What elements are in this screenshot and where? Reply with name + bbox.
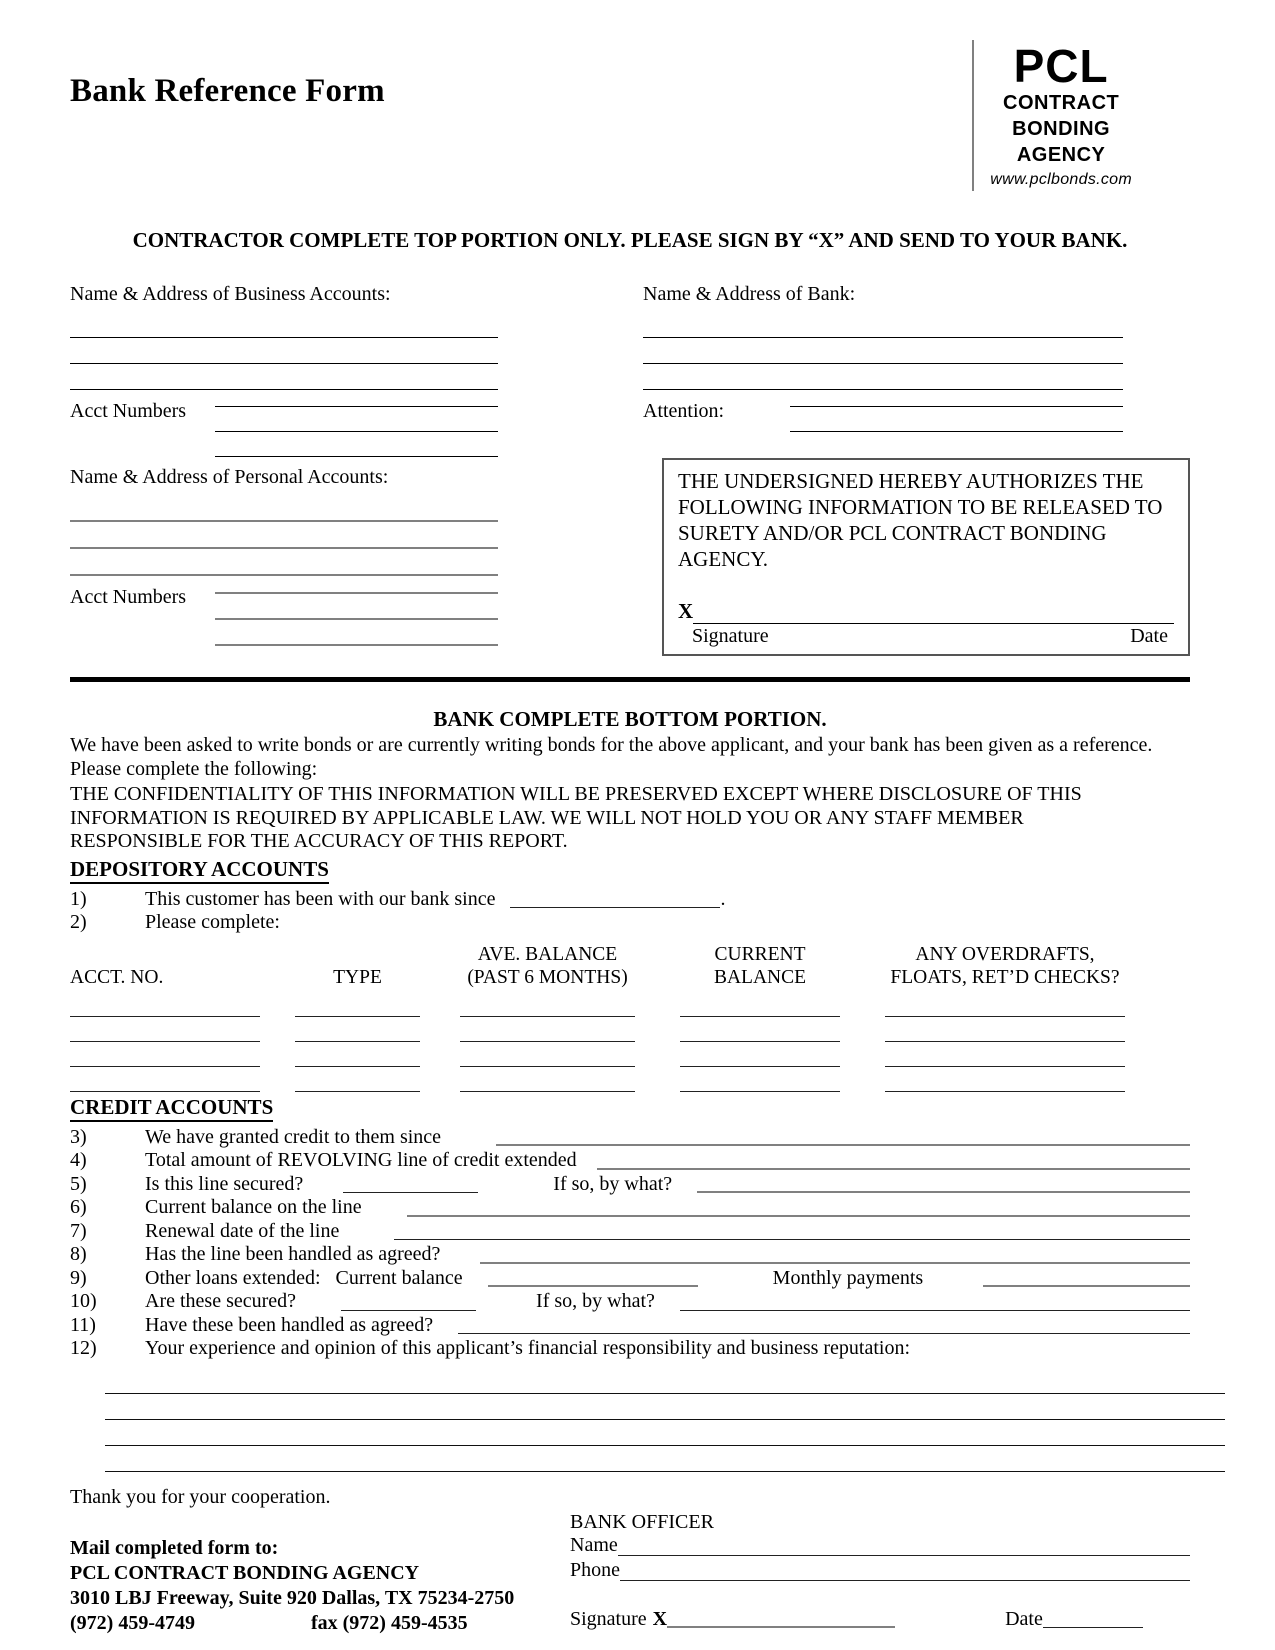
item-text: Current balance on the line	[145, 1196, 362, 1219]
line-secured-line	[343, 1176, 478, 1193]
opinion-blank-line	[105, 1420, 1225, 1446]
depository-accounts-heading: DEPOSITORY ACCOUNTS	[70, 857, 329, 884]
officer-signature-row	[570, 1608, 1190, 1631]
logo-sub-line2: BONDING	[1012, 118, 1111, 141]
pcl-logo	[972, 40, 1132, 191]
business-acct-number-line	[215, 392, 498, 407]
handled-as-agreed-line	[458, 1317, 1190, 1334]
table-blank-line	[680, 1042, 840, 1067]
column-header: BALANCE	[713, 966, 807, 988]
agency-address: 3010 LBJ Freeway, Suite 920 Dallas, TX 75234-2750	[70, 1587, 515, 1610]
item-1	[70, 888, 1190, 912]
table-blank-line	[460, 989, 635, 1017]
table-blank-line	[295, 989, 420, 1017]
business-address-line	[70, 306, 498, 338]
logo-sub-line3: AGENCY	[1016, 144, 1106, 167]
opinion-blank-line	[105, 1375, 1225, 1394]
personal-acct-number-line	[215, 620, 498, 646]
item-number: 6)	[70, 1196, 87, 1219]
item-text: Have these been handled as agreed?	[145, 1313, 434, 1336]
column-header: CURRENT	[714, 943, 806, 965]
depository-heading-wrap	[70, 854, 1190, 884]
item-suffix: .	[720, 887, 726, 910]
intro-paragraph: We have been asked to write bonds or are currently writing bonds for the above applicant, and your bank has been given as a reference. Please complete the following:	[70, 734, 1153, 780]
column-acct-no	[70, 939, 260, 1092]
business-accounts-label: Name & Address of Business Accounts:	[70, 283, 391, 306]
other-loans-balance-line	[488, 1269, 698, 1287]
item-8	[70, 1243, 1190, 1267]
contractor-instruction: CONTRACTOR COMPLETE TOP PORTION ONLY. PLEASE SIGN BY “X” AND SEND TO YOUR BANK.	[132, 228, 1128, 253]
personal-acct-number-line	[215, 594, 498, 620]
depository-table	[70, 939, 1190, 1092]
item-text: Are these secured?	[145, 1290, 297, 1313]
renewal-date-line	[394, 1223, 1190, 1240]
item-text: Renewal date of the line	[145, 1219, 340, 1242]
column-ave-balance	[460, 939, 635, 1092]
monthly-payments-line	[983, 1269, 1190, 1287]
item-9	[70, 1267, 1190, 1291]
personal-acct-number-line	[215, 578, 498, 594]
item-text: Other loans extended:	[145, 1266, 321, 1289]
column-header: TYPE	[333, 966, 382, 988]
item-text: Your experience and opinion of this applicant’s financial responsibility and business reputation:	[145, 1337, 911, 1360]
column-type	[295, 939, 420, 1092]
credit-heading-wrap	[70, 1092, 1190, 1122]
attention-line	[790, 407, 1123, 432]
signature-label: Signature	[570, 1607, 647, 1630]
item-number: 12)	[70, 1337, 97, 1360]
table-blank-line	[885, 989, 1125, 1017]
item-text: This customer has been with our bank since	[145, 887, 496, 910]
mailing-info	[70, 1536, 570, 1637]
credit-since-line	[496, 1128, 1190, 1146]
item-number: 7)	[70, 1219, 87, 1242]
table-blank-line	[460, 1067, 635, 1092]
current-balance-line	[407, 1199, 1190, 1217]
logo-website: www.pclbonds.com	[990, 171, 1132, 189]
column-header: (PAST 6 MONTHS)	[467, 966, 628, 988]
date-label: Date	[1005, 1607, 1043, 1630]
item-number: 8)	[70, 1243, 87, 1266]
bank-address-line	[643, 306, 1123, 338]
authorization-signature-row	[678, 599, 1174, 624]
item-mid-text: If so, by what?	[536, 1290, 655, 1313]
item-10	[70, 1290, 1190, 1314]
officer-name-row	[570, 1534, 1190, 1559]
item-number: 11)	[70, 1313, 96, 1336]
table-blank-line	[885, 1017, 1125, 1042]
authorization-box	[662, 458, 1190, 656]
business-address-line	[70, 364, 498, 390]
table-blank-line	[680, 1017, 840, 1042]
footer	[70, 1511, 1190, 1637]
item-5	[70, 1173, 1190, 1197]
agency-phone: (972) 459-4749	[70, 1612, 195, 1635]
item-text: Total amount of REVOLVING line of credit extended	[145, 1149, 577, 1172]
table-blank-line	[460, 1017, 635, 1042]
date-caption: Date	[1130, 625, 1168, 648]
business-acct-numbers-label: Acct Numbers	[70, 400, 187, 423]
page-title: Bank Reference Form	[70, 73, 385, 109]
table-blank-line	[295, 1017, 420, 1042]
item-number: 9)	[70, 1266, 87, 1289]
bank-officer-heading: BANK OFFICER	[570, 1510, 714, 1533]
opinion-blank-line	[105, 1394, 1225, 1420]
signature-x-label: X	[678, 599, 694, 624]
officer-phone-row	[570, 1559, 1190, 1584]
opinion-lines	[105, 1375, 1225, 1472]
attention-label: Attention:	[643, 400, 725, 423]
item-text: We have granted credit to them since	[145, 1125, 442, 1148]
item-number: 5)	[70, 1172, 87, 1195]
table-blank-line	[885, 1067, 1125, 1092]
item-mid-text: Current balance	[335, 1266, 463, 1289]
table-blank-line	[295, 1042, 420, 1067]
section-divider	[70, 677, 1190, 682]
signature-x-label: X	[652, 1607, 668, 1630]
signature-caption: Signature	[692, 625, 769, 648]
table-blank-line	[680, 989, 840, 1017]
table-blank-line	[70, 1067, 260, 1092]
bank-address-line	[643, 338, 1123, 364]
revolving-credit-line	[597, 1152, 1190, 1170]
attention-line	[790, 392, 1123, 407]
bank-portion-heading: BANK COMPLETE BOTTOM PORTION.	[433, 707, 827, 732]
column-header: ANY OVERDRAFTS,	[915, 943, 1095, 965]
table-blank-line	[70, 989, 260, 1017]
table-blank-line	[460, 1042, 635, 1067]
item-number: 1)	[70, 887, 87, 910]
bank-label: Name & Address of Bank:	[643, 283, 856, 306]
personal-acct-numbers	[70, 578, 498, 646]
thanks-text: Thank you for your cooperation.	[70, 1485, 331, 1508]
logo-sub-line1: CONTRACT	[1003, 92, 1120, 115]
bank-column	[643, 283, 1190, 656]
table-blank-line	[680, 1067, 840, 1092]
item-text: Is this line secured?	[145, 1172, 304, 1195]
agency-name: PCL CONTRACT BONDING AGENCY	[70, 1562, 420, 1585]
item-3	[70, 1126, 1190, 1150]
column-header: AVE. BALANCE	[477, 943, 618, 965]
agency-fax: fax (972) 459-4535	[310, 1612, 468, 1635]
opinion-blank-line	[105, 1446, 1225, 1472]
item-mid-text: If so, by what?	[553, 1172, 673, 1195]
logo-name: PCL	[1013, 40, 1109, 92]
item-6	[70, 1196, 1190, 1220]
handled-as-agreed-line	[480, 1246, 1190, 1264]
table-blank-line	[70, 1017, 260, 1042]
secured-by-what-line	[680, 1294, 1190, 1311]
item-12	[70, 1337, 1190, 1361]
item-number: 10)	[70, 1290, 97, 1313]
personal-address-line	[70, 522, 498, 549]
bank-officer-block	[570, 1511, 1190, 1637]
officer-name-line	[618, 1539, 1190, 1556]
header	[70, 40, 1190, 191]
business-address-line	[70, 338, 498, 364]
column-overdrafts	[885, 939, 1125, 1092]
item-2	[70, 911, 1190, 935]
confidentiality-paragraph: THE CONFIDENTIALITY OF THIS INFORMATION WILL BE PRESERVED EXCEPT WHERE DISCLOSURE OF THIS INFORMATION IS REQUIRED BY APPLICABLE LAW. WE WILL NOT HOLD YOU OR ANY STAFF MEMBER RESPONSIBLE FOR THE ACCURACY OF THIS REPORT.	[70, 783, 1082, 853]
item-11	[70, 1314, 1190, 1338]
name-label: Name	[570, 1533, 618, 1556]
item-text: Has the line been handled as agreed?	[145, 1243, 441, 1266]
phone-label: Phone	[570, 1558, 620, 1581]
item-number: 4)	[70, 1149, 87, 1172]
table-blank-line	[885, 1042, 1125, 1067]
personal-address-line	[70, 549, 498, 576]
mail-heading: Mail completed form to:	[70, 1536, 279, 1559]
column-current-balance	[680, 939, 840, 1092]
these-secured-line	[341, 1294, 476, 1311]
officer-phone-line	[620, 1564, 1190, 1581]
item-text: Please complete:	[145, 911, 280, 934]
bank-since-line	[510, 891, 720, 908]
signature-line	[693, 603, 1174, 624]
personal-acct-numbers-label: Acct Numbers	[70, 586, 187, 609]
attention-row	[643, 392, 1190, 432]
column-header: FLOATS, RET’D CHECKS?	[890, 966, 1120, 988]
personal-address-line	[70, 489, 498, 522]
item-mid-text: Monthly payments	[772, 1266, 924, 1289]
item-4	[70, 1149, 1190, 1173]
authorization-text: THE UNDERSIGNED HEREBY AUTHORIZES THE FOLLOWING INFORMATION TO BE RELEASED TO SURETY AND/OR PCL CONTRACT BONDING AGENCY.	[678, 469, 1163, 572]
business-acct-number-line	[215, 432, 498, 457]
table-blank-line	[295, 1067, 420, 1092]
personal-accounts-label: Name & Address of Personal Accounts:	[70, 466, 389, 489]
business-acct-number-line	[215, 407, 498, 432]
table-blank-line	[70, 1042, 260, 1067]
column-header: ACCT. NO.	[70, 966, 164, 988]
top-section	[70, 283, 1190, 656]
item-number: 2)	[70, 911, 87, 934]
credit-accounts-heading: CREDIT ACCOUNTS	[70, 1095, 273, 1122]
officer-signature-line	[667, 1610, 895, 1628]
business-acct-numbers	[70, 392, 498, 457]
accounts-column	[70, 283, 498, 656]
item-number: 3)	[70, 1125, 87, 1148]
secured-by-what-line	[697, 1175, 1190, 1193]
officer-date-line	[1043, 1611, 1143, 1628]
item-7	[70, 1220, 1190, 1244]
bank-address-line	[643, 364, 1123, 390]
